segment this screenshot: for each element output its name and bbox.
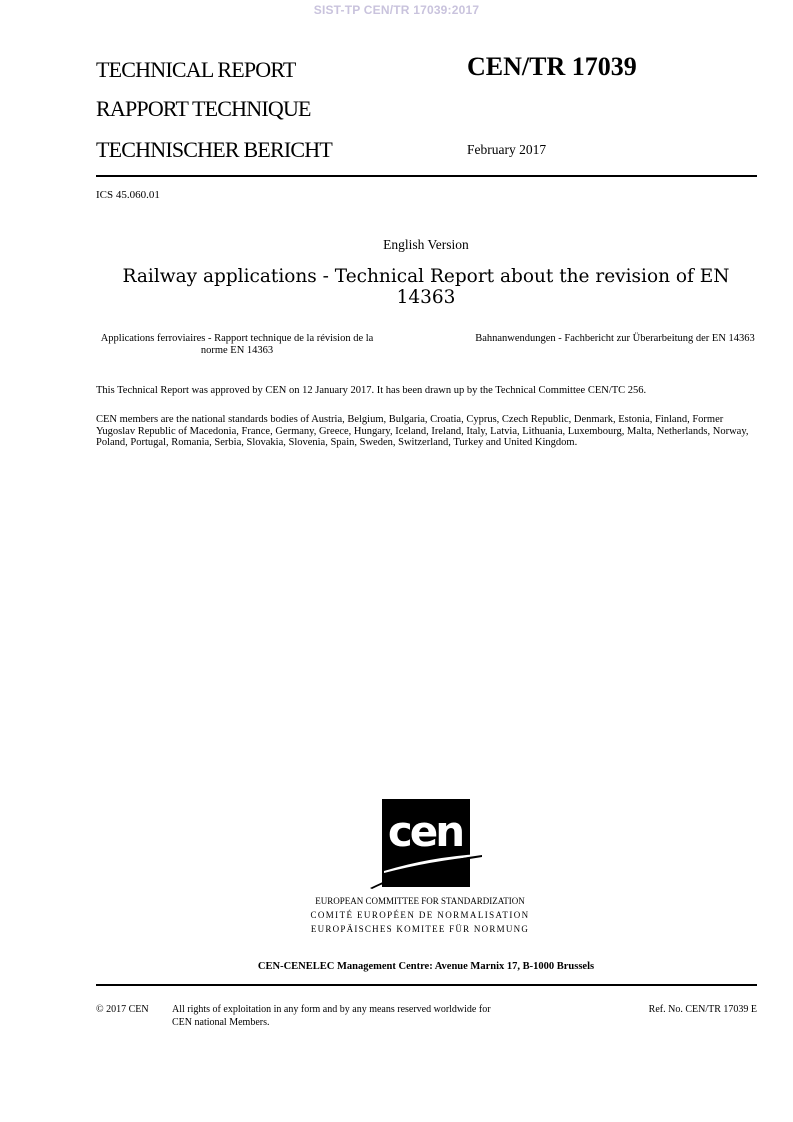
- watermark: SIST-TP CEN/TR 17039:2017: [313, 3, 480, 17]
- cen-logo-icon: [370, 799, 482, 889]
- doc-type-english: TECHNICAL REPORT: [96, 57, 296, 82]
- subtitle-french: Applications ferroviaires - Rapport technique de la révision de la norme EN 14363: [100, 333, 374, 356]
- subtitle-german: Bahnanwendungen - Fachbericht zur Überarbeitung der EN 14363: [475, 333, 755, 344]
- copyright-notice: © 2017 CEN: [96, 1004, 149, 1015]
- top-divider: [96, 175, 757, 177]
- members-statement: CEN members are the national standards bodies of Austria, Belgium, Bulgaria, Croatia, Cyprus, Czech Republic, Denmark, Estonia, Finland, Former Yugoslav Republic of Macedonia, France, Germany, Greece, Hungary, Iceland, Ireland, Italy, Latvia, Lithuania, Luxembourg, Malta, Netherlands, Norway, Poland, Portugal, Romania, Serbia, Slovakia, Slovenia, Spain, Sweden, Switzerland, Turkey and United Kingdom.: [96, 414, 749, 449]
- rights-statement: All rights of exploitation in any form and by any means reserved worldwide for CEN national Members.: [172, 1004, 491, 1028]
- bottom-divider: [96, 984, 757, 986]
- org-name-french: COMITÉ EUROPÉEN DE NORMALISATION: [310, 910, 530, 920]
- ics-code: ICS 45.060.01: [96, 189, 160, 201]
- version-label: English Version: [383, 237, 469, 252]
- doc-type-german: TECHNISCHER BERICHT: [96, 137, 332, 162]
- document-number: CEN/TR 17039: [467, 52, 637, 81]
- management-centre-address: CEN-CENELEC Management Centre: Avenue Marnix 17, B-1000 Brussels: [257, 961, 595, 972]
- approval-statement: This Technical Report was approved by CEN on 12 January 2017. It has been drawn up by the Technical Committee CEN/TC 256.: [96, 385, 647, 396]
- org-name-english: EUROPEAN COMMITTEE FOR STANDARDIZATION: [315, 896, 525, 906]
- publication-date: February 2017: [467, 142, 547, 157]
- cen-logo-text: cen: [387, 807, 463, 856]
- document-title: Railway applications - Technical Report about the revision of EN 14363: [122, 266, 730, 308]
- org-name-german: EUROPÄISCHES KOMITEE FÜR NORMUNG: [310, 924, 530, 934]
- reference-number: Ref. No. CEN/TR 17039 E: [648, 1004, 757, 1015]
- doc-type-french: RAPPORT TECHNIQUE: [96, 96, 311, 121]
